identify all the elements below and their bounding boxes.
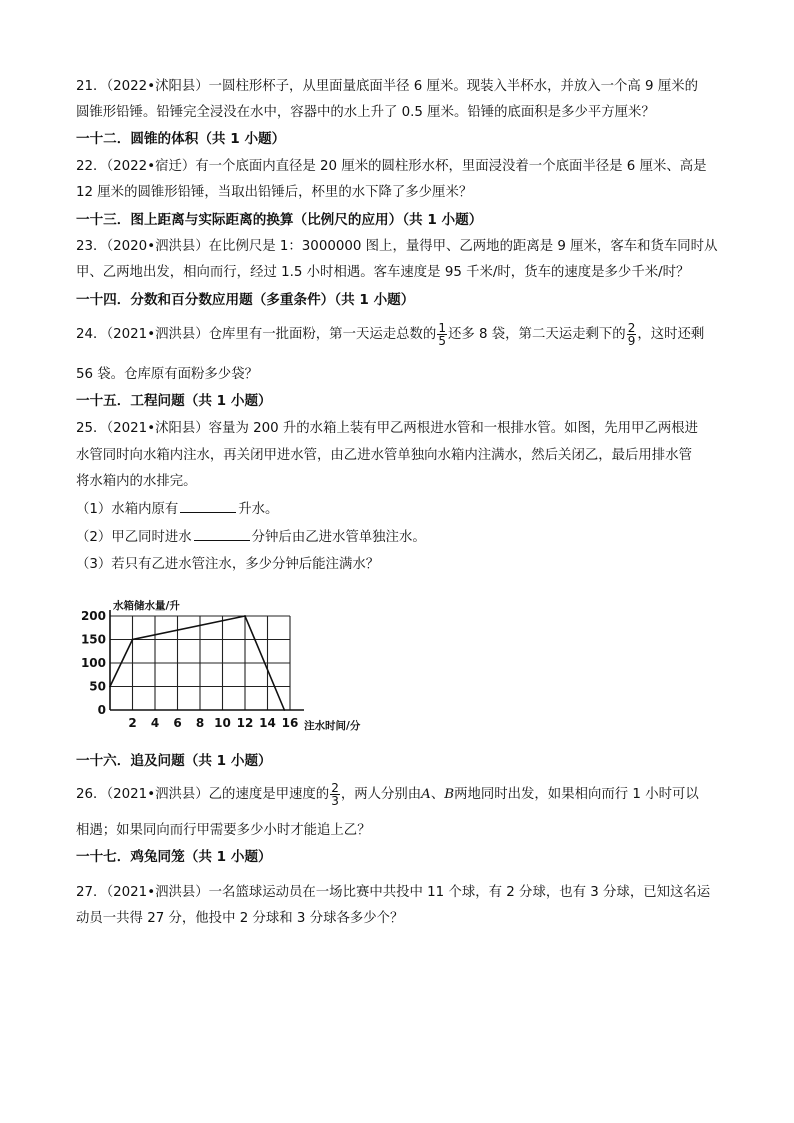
- y-tick-label-0: 0: [97, 703, 106, 717]
- q25-line3: 将水箱内的水排完。: [76, 474, 197, 489]
- y-axis-label: 水箱储水量/升: [113, 600, 180, 612]
- q26-text-a: 26．（2021•泗洪县）乙的速度是甲速度的: [76, 787, 330, 802]
- section-16-heading: 一十六．追及问题（共 1 小题）: [76, 753, 272, 769]
- data-point-0-0: [109, 686, 111, 688]
- q26-frac-den: 3: [331, 793, 339, 808]
- q26-frac-num: 2: [331, 780, 339, 795]
- q26-sep: 、: [430, 787, 445, 802]
- q26-text-b: ，两人分别由: [340, 787, 422, 802]
- q24-text-a: 24．（2021•泗洪县）仓库里有一批面粉，第一天运走总数的: [76, 327, 437, 342]
- q25-sub3: （3）若只有乙进水管注水，多少分钟后能注满水？: [76, 557, 380, 572]
- y-tick-label-200: 200: [80, 609, 106, 623]
- q22-line2: 12 厘米的圆锥形铅锤，当取出铅锤后，杯里的水下降了多少厘米？: [76, 185, 473, 200]
- q24-fraction-2: [627, 322, 637, 347]
- q25-sub1: [76, 500, 278, 519]
- q26-line2: 相遇；如果同向而行甲需要多少小时才能追上乙？: [76, 823, 371, 838]
- point-a-label: A: [421, 787, 431, 802]
- q24-frac1-num: 1: [438, 320, 446, 335]
- q26-fraction: [330, 782, 340, 807]
- answer-blank-1[interactable]: [180, 500, 236, 513]
- q26-text-c: 两地同时出发，如果相向而行 1 小时可以: [454, 787, 699, 802]
- x-tick-label-4: 4: [150, 716, 160, 730]
- q24-frac1-den: 5: [438, 333, 446, 348]
- section-12-heading: 一十二．圆锥的体积（共 1 小题）: [76, 131, 286, 147]
- q24-frac2-num: 2: [627, 320, 636, 335]
- answer-blank-2[interactable]: [194, 528, 250, 541]
- y-tick-label-100: 100: [80, 656, 106, 670]
- q25-sub2-text-a: （2）甲乙同时进水: [76, 530, 192, 545]
- x-axis-label: 注水时间/分: [304, 720, 361, 732]
- x-tick-label-10: 10: [214, 716, 231, 730]
- q26-line1: [76, 781, 699, 809]
- x-tick-label-14: 14: [259, 716, 276, 730]
- section-13-heading: 一十三．图上距离与实际距离的换算（比例尺的应用）（共 1 小题）: [76, 212, 483, 228]
- section-15-heading: 一十五．工程问题（共 1 小题）: [76, 393, 272, 409]
- section-14-heading: 一十四．分数和百分数应用题（多重条件）（共 1 小题）: [76, 292, 415, 308]
- q21-line1: 21．（2022•沭阳县）一圆柱形杯子，从里面量底面半径 6 厘米。现装入半杯水，并放入一个高 9 厘米的: [76, 79, 699, 94]
- q24-text-c: ，这时还剩: [637, 327, 705, 342]
- q25-sub2-text-b: 分钟后由乙进水管单独注水。: [251, 530, 426, 545]
- data-point-0-3: [283, 709, 285, 711]
- x-tick-label-6: 6: [173, 716, 182, 730]
- water-tank-chart: [80, 596, 394, 742]
- point-b-label: B: [444, 787, 455, 802]
- q25-line1: 25．（2021•沭阳县）容量为 200 升的水箱上装有甲乙两根进水管和一根排水管。如图，先用甲乙两根进: [76, 421, 699, 436]
- q23-line1: 23．（2020•泗洪县）在比例尺是 1：3000000 图上，量得甲、乙两地的距离是 9 厘米，客车和货车同时从: [76, 239, 718, 254]
- section-17-heading: 一十七．鸡兔同笼（共 1 小题）: [76, 849, 272, 865]
- x-tick-label-12: 12: [236, 716, 254, 730]
- q24-line2: 56 袋。仓库原有面粉多少袋？: [76, 367, 258, 382]
- y-tick-label-150: 150: [80, 632, 106, 647]
- y-tick-label-50: 50: [89, 679, 106, 694]
- q27-line2: 动员一共得 27 分，他投中 2 分球和 3 分球各多少个？: [76, 911, 404, 926]
- q23-line2: 甲、乙两地出发，相向而行，经过 1.5 小时相遇。客车速度是 95 千米/时，货车的速度是多少千米/时？: [76, 265, 690, 280]
- q24-text-b: 还多 8 袋，第二天运走剩下的: [447, 327, 626, 342]
- q21-line2: 圆锥形铅锤。铅锤完全浸没在水中，容器中的水上升了 0.5 厘米。铅锤的底面积是多少平方厘米？: [76, 105, 655, 120]
- q22-line1: 22．（2022•宿迁）有一个底面内直径是 20 厘米的圆柱形水杯，里面浸没着一个底面半径是 6 厘米、高是: [76, 159, 707, 174]
- q24-frac2-den: 9: [627, 333, 636, 348]
- data-point-0-2: [244, 615, 246, 617]
- q25-sub1-text-a: （1）水箱内原有: [76, 502, 179, 517]
- q25-sub2: [76, 528, 426, 547]
- q25-line2: 水管同时向水箱内注水，再关闭甲进水管，由乙进水管单独向水箱内注满水，然后关闭乙，最后用排水管: [76, 448, 692, 463]
- q25-sub1-text-b: 升水。: [238, 502, 279, 517]
- q24-line1: [76, 321, 704, 349]
- x-tick-label-8: 8: [195, 716, 205, 730]
- x-tick-label-2: 2: [128, 716, 137, 730]
- data-point-0-1: [132, 639, 134, 641]
- q24-fraction-1: [437, 322, 447, 347]
- x-tick-label-16: 16: [281, 716, 299, 730]
- q27-line1: 27．（2021•泗洪县）一名篮球运动员在一场比赛中共投中 11 个球，有 2 分球，也有 3 分球，已知这名运: [76, 885, 711, 900]
